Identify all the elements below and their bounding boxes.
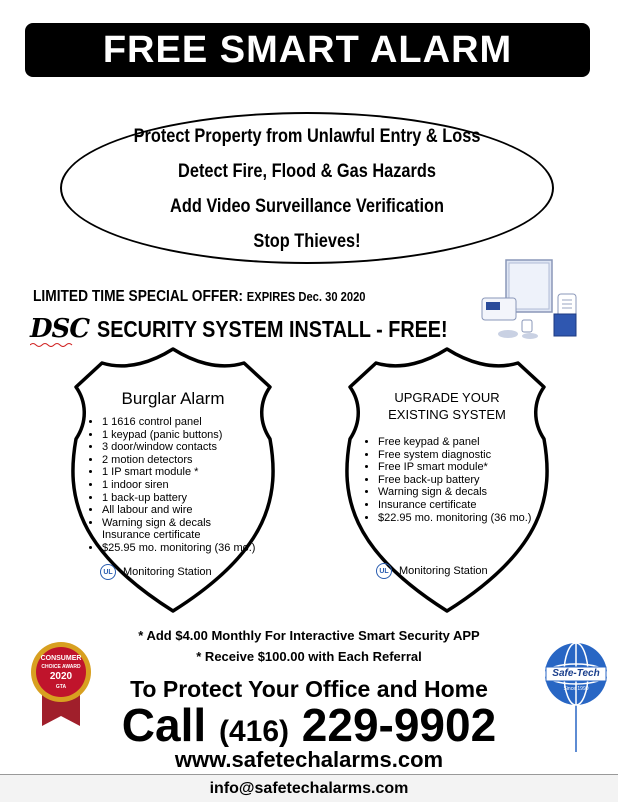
tagline: To Protect Your Office and Home bbox=[130, 676, 488, 702]
offer-expires: EXPIRES Dec. 30 2020 bbox=[246, 289, 366, 304]
award-line-2: CHOICE AWARD bbox=[41, 664, 81, 670]
list-item: • 1 IP smart module * bbox=[102, 466, 282, 479]
upgrade-title bbox=[336, 389, 558, 423]
list-item: • 1 1616 control panel bbox=[102, 416, 282, 429]
ul-icon: UL bbox=[376, 563, 392, 579]
offer-line bbox=[33, 288, 366, 306]
list-item: • Free system diagnostic bbox=[378, 449, 562, 462]
list-item: • Free back-up battery bbox=[378, 474, 562, 487]
list-item: • 1 keypad (panic buttons) bbox=[102, 429, 282, 442]
list-item: • Insurance certificate bbox=[102, 529, 282, 542]
safetech-logo-text: Safe-Tech bbox=[552, 668, 600, 679]
award-year: 2020 bbox=[49, 671, 73, 682]
upgrade-feature-list bbox=[366, 436, 562, 524]
safetech-since: Since 1990 bbox=[563, 686, 589, 692]
phone-area-code: (416) bbox=[218, 715, 289, 748]
upgrade-monitoring bbox=[376, 563, 488, 579]
monitoring-label: Monitoring Station bbox=[399, 565, 488, 577]
header-banner bbox=[25, 23, 590, 77]
install-headline: SECURITY SYSTEM INSTALL - FREE! bbox=[97, 316, 448, 342]
ul-icon: UL bbox=[100, 564, 116, 580]
list-item: • $22.95 mo. monitoring (36 mo.) bbox=[378, 512, 562, 525]
benefit-line-2: Detect Fire, Flood & Gas Hazards bbox=[178, 161, 436, 182]
list-item: • Free IP smart module* bbox=[378, 461, 562, 474]
burglar-title: Burglar Alarm bbox=[121, 389, 225, 408]
referral-note: * Receive $100.00 with Each Referral bbox=[196, 649, 422, 664]
list-item: • Insurance certificate bbox=[378, 499, 562, 512]
phone-number[interactable]: 229-9902 bbox=[301, 699, 497, 751]
monitoring-label: Monitoring Station bbox=[123, 566, 212, 578]
security-equipment-image bbox=[478, 258, 588, 344]
award-region: GTA bbox=[55, 684, 67, 690]
offer-headline: LIMITED TIME SPECIAL OFFER: bbox=[33, 288, 243, 305]
email-bar bbox=[0, 774, 618, 802]
banner-title: FREE SMART ALARM bbox=[102, 28, 513, 71]
list-item: • 1 indoor siren bbox=[102, 479, 282, 492]
website-link[interactable]: www.safetechalarms.com bbox=[174, 747, 444, 772]
list-item: • 2 motion detectors bbox=[102, 454, 282, 467]
list-item: • 3 door/window contacts bbox=[102, 441, 282, 454]
list-item: • 1 back-up battery bbox=[102, 492, 282, 505]
list-item: • $25.95 mo. monitoring (36 mo.) bbox=[102, 542, 282, 555]
upgrade-title-line-2: EXISTING SYSTEM bbox=[388, 407, 506, 422]
benefit-line-4: Stop Thieves! bbox=[253, 231, 361, 252]
burglar-feature-list bbox=[90, 416, 282, 555]
dsc-logo: DSC bbox=[30, 314, 90, 344]
call-word: Call bbox=[121, 699, 207, 751]
list-item: • Warning sign & decals bbox=[378, 486, 562, 499]
app-note: * Add $4.00 Monthly For Interactive Smart Security APP bbox=[138, 628, 480, 643]
benefit-line-1: Protect Property from Unlawful Entry & Loss bbox=[133, 126, 481, 147]
list-item: • Free keypad & panel bbox=[378, 436, 562, 449]
benefit-line-3: Add Video Surveillance Verification bbox=[170, 196, 444, 217]
upgrade-title-line-1: UPGRADE YOUR bbox=[394, 390, 500, 405]
list-item: • Warning sign & decals bbox=[102, 517, 282, 530]
award-line-1: CONSUMER bbox=[40, 655, 82, 662]
email-link[interactable]: info@safetechalarms.com bbox=[209, 780, 409, 797]
list-item: • All labour and wire bbox=[102, 504, 282, 517]
burglar-monitoring bbox=[100, 564, 212, 580]
